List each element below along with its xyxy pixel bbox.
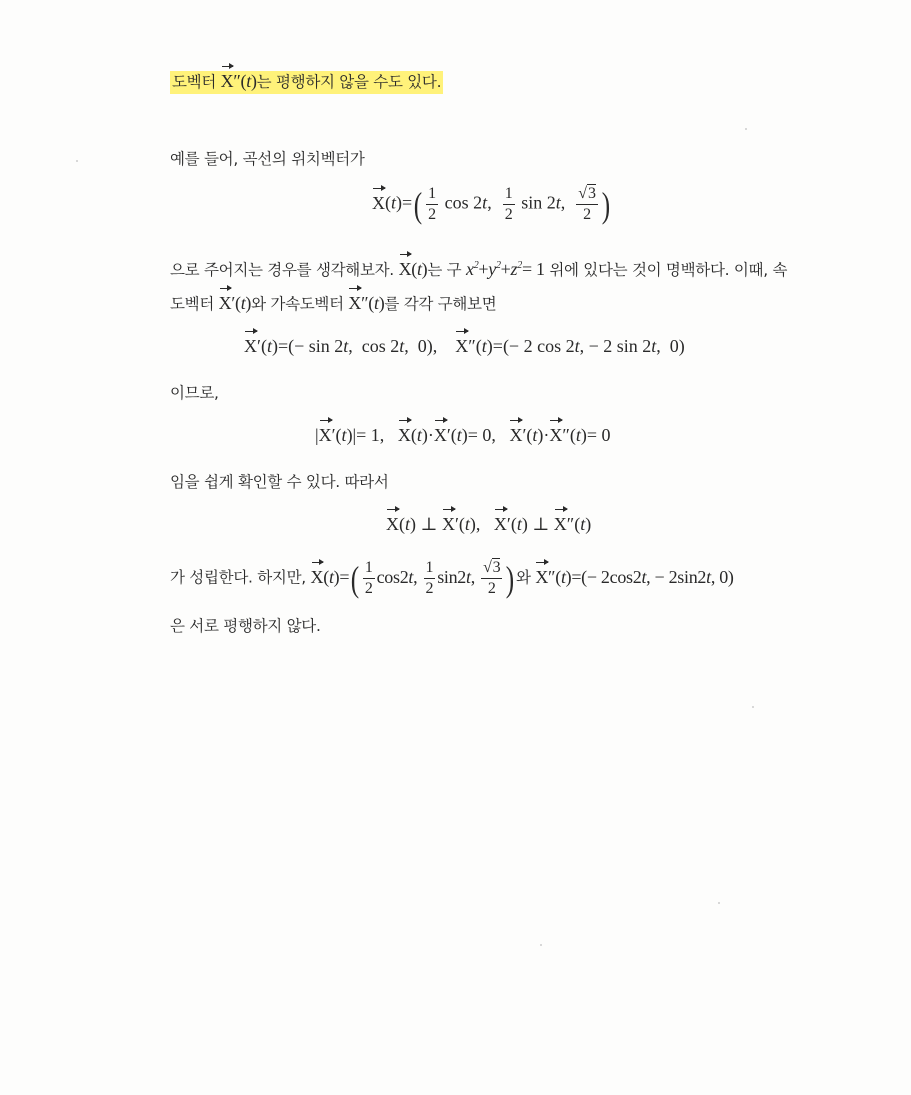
speck — [540, 944, 542, 946]
equation-perpendicular: X(t) ⊥ X′(t), X′(t) ⊥ X″(t) — [386, 514, 592, 534]
text-run: 와 가속도벡터 — [251, 295, 349, 313]
paragraph-velocity: 도벡터 X′(t)와 가속도벡터 X″(t)를 각각 구해보면 — [170, 293, 497, 313]
highlight-line: 도벡터 X″(t)는 평행하지 않을 수도 있다. — [170, 70, 443, 92]
speck — [745, 128, 747, 130]
equation-position: X(t)=( $\frac{1}{2}$ cos 2t, $\frac{1}{2}$ sin 2t, $\frac{√3}{2}$ ) — [372, 184, 611, 225]
text-run: 도벡터 — [170, 295, 219, 313]
speck — [718, 902, 720, 904]
paragraph-therefore: 이므로, — [170, 384, 219, 402]
text-run: 를 각각 구해보면 — [384, 295, 497, 313]
paragraph-confirm: 임을 쉽게 확인할 수 있다. 따라서 — [170, 473, 389, 491]
paragraph-sphere: 으로 주어지는 경우를 생각해보자. X(t)는 구 $x^2+y^2+z^2= 1$ 위에 있다는 것이 명백하다. 이때, 속 — [170, 259, 788, 279]
text-run: 는 구 — [427, 261, 466, 279]
text-run: 도벡터 — [172, 73, 221, 91]
vector-x: X — [220, 71, 234, 91]
text-run: 위에 있다는 것이 명백하다. 이때, 속 — [544, 261, 788, 279]
speck — [76, 160, 78, 162]
paragraph-intro: 예를 들어, 곡선의 위치벡터가 — [170, 150, 365, 168]
text-run: 가 성립한다. 하지만, — [170, 568, 311, 587]
text-run: 와 — [516, 568, 536, 587]
text-run: 으로 주어지는 경우를 생각해보자. — [170, 261, 399, 279]
paragraph-however: 가 성립한다. 하지만, X(t)=( $\frac{1}{2}$ cos2t, $\frac{1}{2}$ sin2t, $\frac{√3}{2}$ ) 와 X″(t)=(− 2cos2t, − 2sin2t, 0) — [170, 558, 734, 599]
equation-velocity-acceleration: X′(t)=(− sin 2t, cos 2t, 0), X″(t)=(− 2 cos 2t, − 2 sin 2t, 0) — [244, 336, 685, 356]
paragraph-conclusion: 은 서로 평행하지 않다. — [170, 617, 321, 635]
text-run: 는 평행하지 않을 수도 있다. — [256, 73, 442, 91]
equation-dot-products: |X′(t)|= 1, X(t)·X′(t)= 0, X′(t)·X″(t)= 0 — [315, 425, 611, 445]
speck — [752, 706, 754, 708]
